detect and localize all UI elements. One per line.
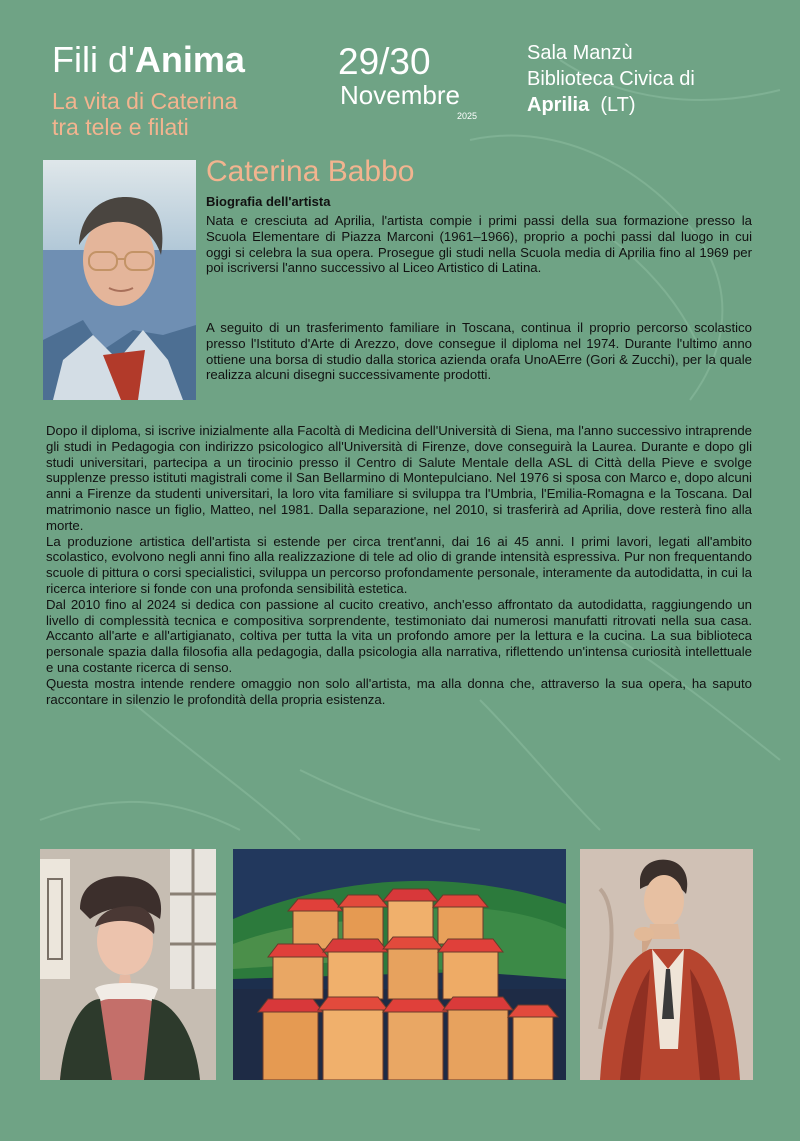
artist-portrait-photo bbox=[43, 160, 196, 400]
bio-paragraph-5: Dal 2010 fino al 2024 si dedica con passione al cucito creativo, anch'esso affrontato da autodidatta, raggiungendo un livello di complessità tecnica e compositiva sorprendente, testimoniato dai numerosi manufatti ritrovati nella sua casa. Accanto all'arte e all'artigianato, coltiva per tutta la vita un profondo amore per la lettura e la cucina. La sua biblioteca personale spazia dalla filosofia alla pedagogia, dalla psicologia alla narrativa, riflettendo un'intensa curiosità intellettuale e una costante ricerca di senso. bbox=[46, 596, 752, 675]
event-days: 29/30 bbox=[338, 41, 431, 82]
venue-line-2: Biblioteca Civica di bbox=[527, 68, 695, 90]
artwork-woman-portrait bbox=[40, 849, 216, 1080]
bio-paragraph-2: A seguito di un trasferimento familiare in Toscana, continua il proprio percorso scolastico presso l'Istituto d'Arte di Arezzo, dove consegue il diploma nel 1974. Durante l'ultimo anno ottiene una borsa di studio dalla storica azienda orafa UnoAErre (Gori & Zucchi), per la quale realizza alcuni disegni successivamente prodotti. bbox=[206, 320, 752, 383]
bio-paragraph-1: Nata e cresciuta ad Aprilia, l'artista compie i primi passi della sua formazione presso la Scuola Elementare di Piazza Marconi (1961–1966), proprio a pochi passi dal luogo in cui oggi si celebra la sua opera. Prosegue gli studi nella Scuola media di Aprilia fino al 1969 per poi iscriversi l'anno successivo al Liceo Artistico di Latina. bbox=[206, 213, 752, 276]
bio-paragraph-4: La produzione artistica dell'artista si estende per circa trent'anni, dai 16 ai 45 anni. I primi lavori, legati all'ambito scolastico, evolvono negli anni fino alla realizzazione di tele ad olio di grande intensità espressiva. Pur non frequentando scuole di pittura o corsi specialistici, sviluppa un percorso profondamente personale, interamente da autodidatta, in cui la ricerca interiore si fonde con una profonda sensibilità estetica. bbox=[46, 533, 752, 596]
venue-line-1: Sala Manzù bbox=[527, 42, 633, 64]
bio-paragraph-6: Questa mostra intende rendere omaggio non solo all'artista, ma alla donna che, attraverso la sua opera, ha saputo raccontare in silenzio le profondità della propria esistenza. bbox=[46, 675, 752, 707]
venue-city: Aprilia bbox=[527, 94, 590, 116]
artwork-village-painting bbox=[233, 849, 566, 1080]
venue-info bbox=[527, 40, 695, 118]
event-title: Fili d'Anima bbox=[52, 39, 245, 80]
event-month: Novembre bbox=[340, 80, 460, 110]
event-subtitle bbox=[52, 88, 237, 140]
subtitle-line-2: tra tele e filati bbox=[52, 114, 189, 140]
artist-name: Caterina Babbo bbox=[206, 155, 415, 188]
bio-body bbox=[46, 423, 752, 707]
venue-province: (LT) bbox=[600, 94, 636, 116]
artwork-man-in-jacket bbox=[580, 849, 753, 1080]
bio-heading: Biografia dell'artista bbox=[206, 194, 331, 209]
event-year: 2025 bbox=[457, 111, 478, 121]
venue-line-3 bbox=[527, 92, 695, 118]
bio-paragraph-3: Dopo il diploma, si iscrive inizialmente alla Facoltà di Medicina dell'Università di Siena, ma l'anno successivo intraprende gli studi in Pedagogia con indirizzo psicologico all'Università di Firenze, dove conseguirà la Laurea. Durante e dopo gli studi universitari, partecipa a un tirocinio presso il Centro di Salute Mentale della ASL di Città della Pieve e svolge supplenze presso istituti magistrali come il San Bellarmino di Montepulciano. Nel 1976 si sposa con Marco e, dopo alcuni anni a Firenze da studenti universitari, la loro vita familiare si sviluppa tra l'Umbria, l'Emilia-Romagna e la Toscana. Dal matrimonio nasce un figlio, Matteo, nel 1981. Dalla separazione, nel 2010, si trasferirà ad Aprilia, dove resterà fino alla morte. bbox=[46, 423, 752, 533]
subtitle-line-1: La vita di Caterina bbox=[52, 88, 238, 114]
